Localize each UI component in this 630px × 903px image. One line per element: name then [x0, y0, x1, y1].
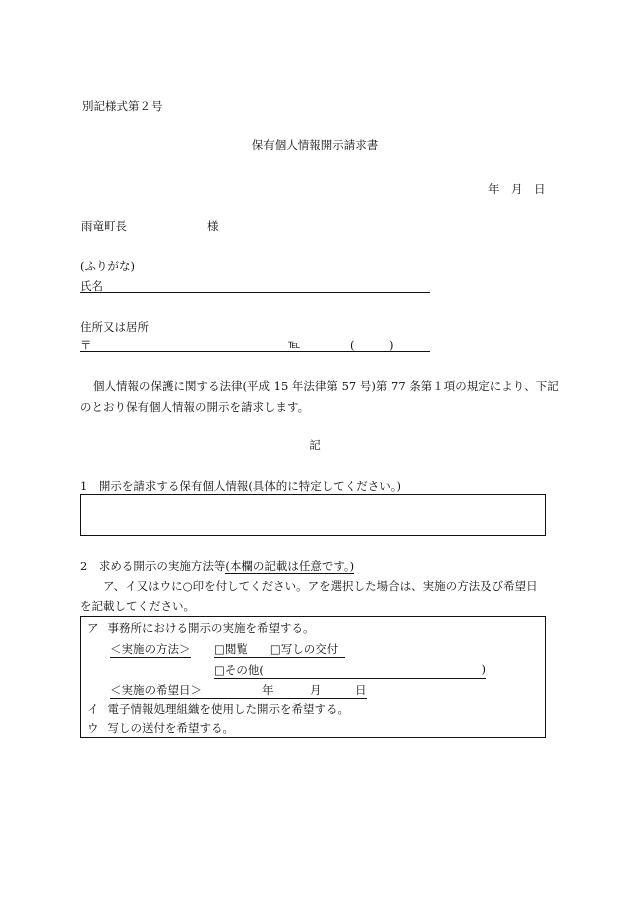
body-text-line1: 個人情報の保護に関する法律(平成 15 年法律第 57 号)第 77 条第１項の規定により、下記 [93, 379, 559, 393]
date-month: 月 [310, 683, 322, 697]
furigana-label: (ふりがな) [80, 259, 135, 273]
option-i-marker: イ [87, 702, 99, 716]
address-label: 住所又は居所 [80, 320, 149, 334]
method-choices [214, 641, 345, 658]
method-other-close: ) [481, 662, 486, 676]
page-title: 保有個人情報開示請求書 [251, 138, 379, 152]
name-label: 氏名 [80, 279, 103, 293]
body-text-line2: のとおり保有個人情報の開示を請求します。 [80, 400, 310, 414]
method-label: ＜実施の方法＞ [110, 642, 191, 656]
option-a-marker: ア [87, 621, 99, 635]
option-a[interactable] [87, 620, 315, 636]
postal-mark: 〒 [80, 338, 92, 352]
addressee-honorific: 様 [207, 219, 219, 233]
option-i-text: 電子情報処理組織を使用した開示を希望する。 [107, 702, 349, 716]
option-u-marker: ウ [87, 721, 99, 735]
method-copy-checkbox[interactable]: □写しの交付 [269, 642, 339, 656]
method-other-checkbox[interactable]: □その他( [214, 663, 264, 677]
option-u-text: 写しの送付を希望する。 [107, 721, 234, 735]
section2-instruction-line1: ア、イ又はウに○印を付してください。アを選択した場合は、実施の方法及び希望日 [103, 579, 538, 593]
tel-label: ℡ [288, 337, 301, 351]
date-line: 年 月 日 [488, 182, 546, 196]
section2-heading-note: (本欄の記載は任意です。) [225, 559, 355, 573]
date-day: 日 [355, 683, 367, 697]
section1-heading: 1 開示を請求する保有個人情報(具体的に特定してください。) [80, 479, 402, 493]
option-u[interactable] [87, 720, 234, 736]
preferred-date-field[interactable] [110, 682, 367, 699]
method-view-checkbox[interactable]: □閲覧 [214, 642, 248, 656]
address-field[interactable] [80, 337, 430, 352]
section2-heading-prefix: 2 求める開示の実施方法等 [80, 559, 226, 573]
section2-options-box [80, 616, 546, 738]
addressee-name: 雨竜町長 [81, 219, 127, 233]
section1-input-box[interactable] [80, 494, 546, 536]
method-other-field[interactable] [214, 662, 486, 679]
name-field[interactable] [80, 278, 430, 293]
date-year: 年 [262, 683, 274, 697]
option-a-text: 事務所における開示の実施を希望する。 [107, 621, 315, 635]
ki-heading: 記 [309, 438, 321, 452]
form-number: 別記様式第２号 [82, 99, 163, 113]
section2-heading [80, 558, 354, 574]
tel-parens: ( ) [350, 338, 394, 352]
date-label: ＜実施の希望日＞ [110, 683, 202, 697]
section2-instruction-line2: を記載してください。 [80, 599, 195, 613]
option-i[interactable] [87, 701, 349, 717]
